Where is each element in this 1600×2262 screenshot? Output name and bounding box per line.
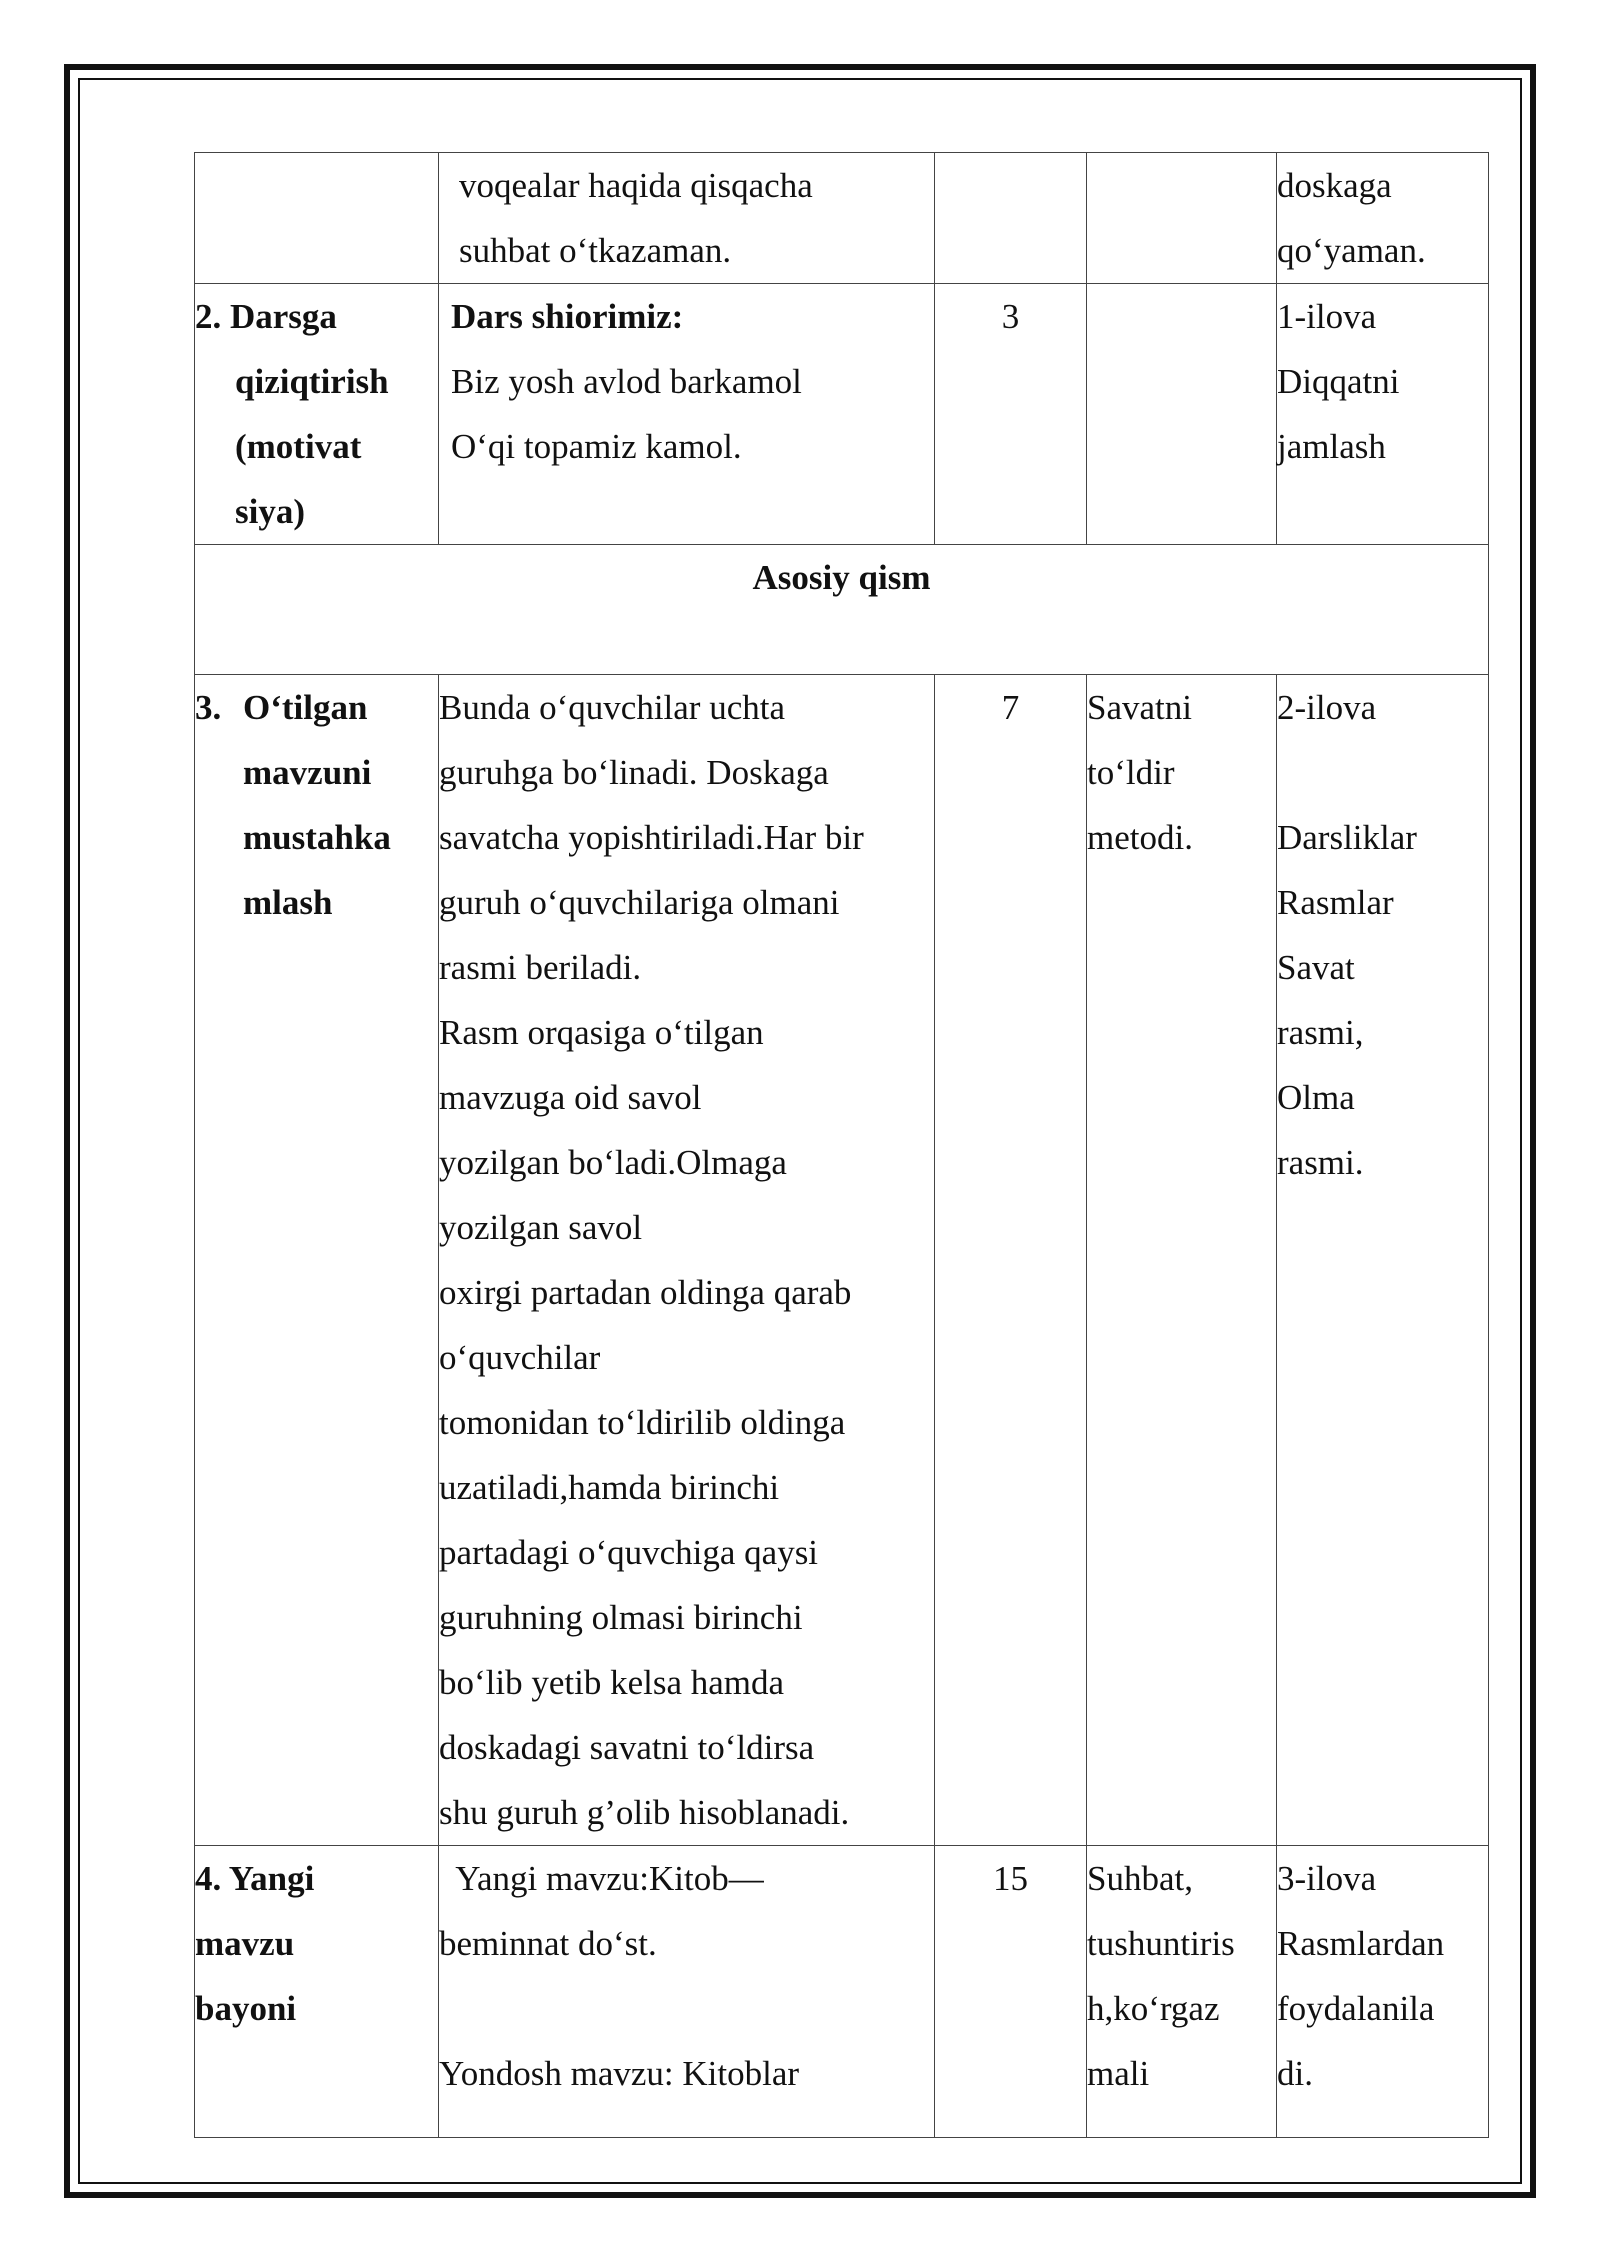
material-line: 2-ilova (1277, 688, 1377, 727)
blank-line (439, 1976, 934, 2041)
stage-line: mlash (243, 883, 333, 922)
method-line: Savatni (1087, 688, 1192, 727)
content-line: doskadagi savatni to‘ldirsa (439, 1728, 815, 1767)
stage-line: O‘tilgan (243, 688, 368, 727)
stage-line: 4. Yangi (195, 1859, 315, 1898)
material-line: jamlash (1277, 427, 1386, 466)
time-cell: 7 (935, 675, 1087, 1846)
stage-line: qiziqtirish (235, 362, 389, 401)
table-row (195, 1846, 1489, 2138)
method-line: h,ko‘rgaz (1087, 1989, 1220, 2028)
content-line: Biz yosh avlod barkamol (451, 362, 802, 401)
stage-line: mavzu (195, 1924, 295, 1963)
table-row (195, 675, 1489, 1846)
method-line: metodi. (1087, 818, 1193, 857)
blank-line (1277, 740, 1488, 805)
time-cell (935, 153, 1087, 284)
content-line: partadagi o‘quvchiga qaysi (439, 1533, 819, 1572)
stage-line: bayoni (195, 1989, 297, 2028)
content-line: Yangi mavzu:Kitob— (439, 1859, 764, 1898)
material-line: Rasmlar (1277, 883, 1394, 922)
content-cell (439, 675, 935, 1846)
stage-line: 2. Darsga (195, 297, 337, 336)
material-cell (1277, 675, 1489, 1846)
material-line: di. (1277, 2054, 1313, 2093)
material-line: 3-ilova (1277, 1859, 1377, 1898)
content-line: mavzuga oid savol (439, 1078, 702, 1117)
lesson-plan-table (194, 152, 1489, 2138)
content-line: bo‘lib yetib kelsa hamda (439, 1663, 785, 1702)
time-cell: 3 (935, 284, 1087, 545)
material-cell (1277, 153, 1489, 284)
content-cell (439, 153, 935, 284)
content-line: Bunda o‘quvchilar uchta (439, 688, 786, 727)
method-cell (1087, 284, 1277, 545)
content-line: uzatiladi,hamda birinchi (439, 1468, 780, 1507)
method-cell (1087, 153, 1277, 284)
stage-cell (195, 675, 439, 1846)
content-line: voqealar haqida qisqacha (459, 166, 813, 205)
method-line: to‘ldir (1087, 753, 1175, 792)
content-cell (439, 1846, 935, 2138)
stage-line: (motivat (235, 427, 362, 466)
table-row (195, 284, 1489, 545)
content-line: shu guruh g’olib hisoblanadi. (439, 1793, 850, 1832)
time-cell: 15 (935, 1846, 1087, 2138)
stage-cell (195, 153, 439, 284)
material-line: Rasmlardan (1277, 1924, 1445, 1963)
content-line: Rasm orqasiga o‘tilgan (439, 1013, 764, 1052)
method-line: mali (1087, 2054, 1150, 2093)
stage-line: siya) (235, 492, 305, 531)
stage-cell (195, 1846, 439, 2138)
content-line: Yondosh mavzu: Kitoblar (439, 2054, 800, 2093)
material-line: rasmi. (1277, 1143, 1364, 1182)
content-line: o‘quvchilar (439, 1338, 601, 1377)
material-line: Savat (1277, 948, 1355, 987)
content-title: Dars shiorimiz: (451, 297, 684, 336)
material-line: Olma (1277, 1078, 1355, 1117)
method-line: tushuntiris (1087, 1924, 1235, 1963)
content-line: guruh o‘quvchilariga olmani (439, 883, 840, 922)
material-cell (1277, 284, 1489, 545)
content-line: oxirgi partadan oldinga qarab (439, 1273, 852, 1312)
content-line: tomonidan to‘ldirilib oldinga (439, 1403, 846, 1442)
content-line: beminnat do‘st. (439, 1924, 657, 1963)
stage-cell (195, 284, 439, 545)
method-cell (1087, 675, 1277, 1846)
method-cell (1087, 1846, 1277, 2138)
method-line: Suhbat, (1087, 1859, 1193, 1898)
material-line: doskaga (1277, 166, 1392, 205)
material-line: qo‘yaman. (1277, 231, 1426, 270)
material-line: 1-ilova (1277, 297, 1377, 336)
section-row (195, 545, 1489, 675)
content-cell (439, 284, 935, 545)
material-line: rasmi, (1277, 1013, 1364, 1052)
content-line: rasmi beriladi. (439, 948, 642, 987)
stage-line: mustahka (243, 818, 391, 857)
content-line: yozilgan bo‘ladi.Olmaga (439, 1143, 787, 1182)
content-line: guruhga bo‘linadi. Doskaga (439, 753, 829, 792)
material-line: Diqqatni (1277, 362, 1400, 401)
section-heading: Asosiy qism (195, 545, 1489, 675)
content-line: guruhning olmasi birinchi (439, 1598, 803, 1637)
content-line: suhbat o‘tkazaman. (459, 231, 732, 270)
stage-number: 3. (195, 688, 222, 727)
material-line: Darsliklar (1277, 818, 1417, 857)
content-line: yozilgan savol (439, 1208, 643, 1247)
material-line: foydalanila (1277, 1989, 1435, 2028)
content-line: savatcha yopishtiriladi.Har bir (439, 818, 864, 857)
stage-line: mavzuni (243, 753, 372, 792)
material-cell (1277, 1846, 1489, 2138)
content-line: O‘qi topamiz kamol. (451, 427, 742, 466)
table-row (195, 153, 1489, 284)
